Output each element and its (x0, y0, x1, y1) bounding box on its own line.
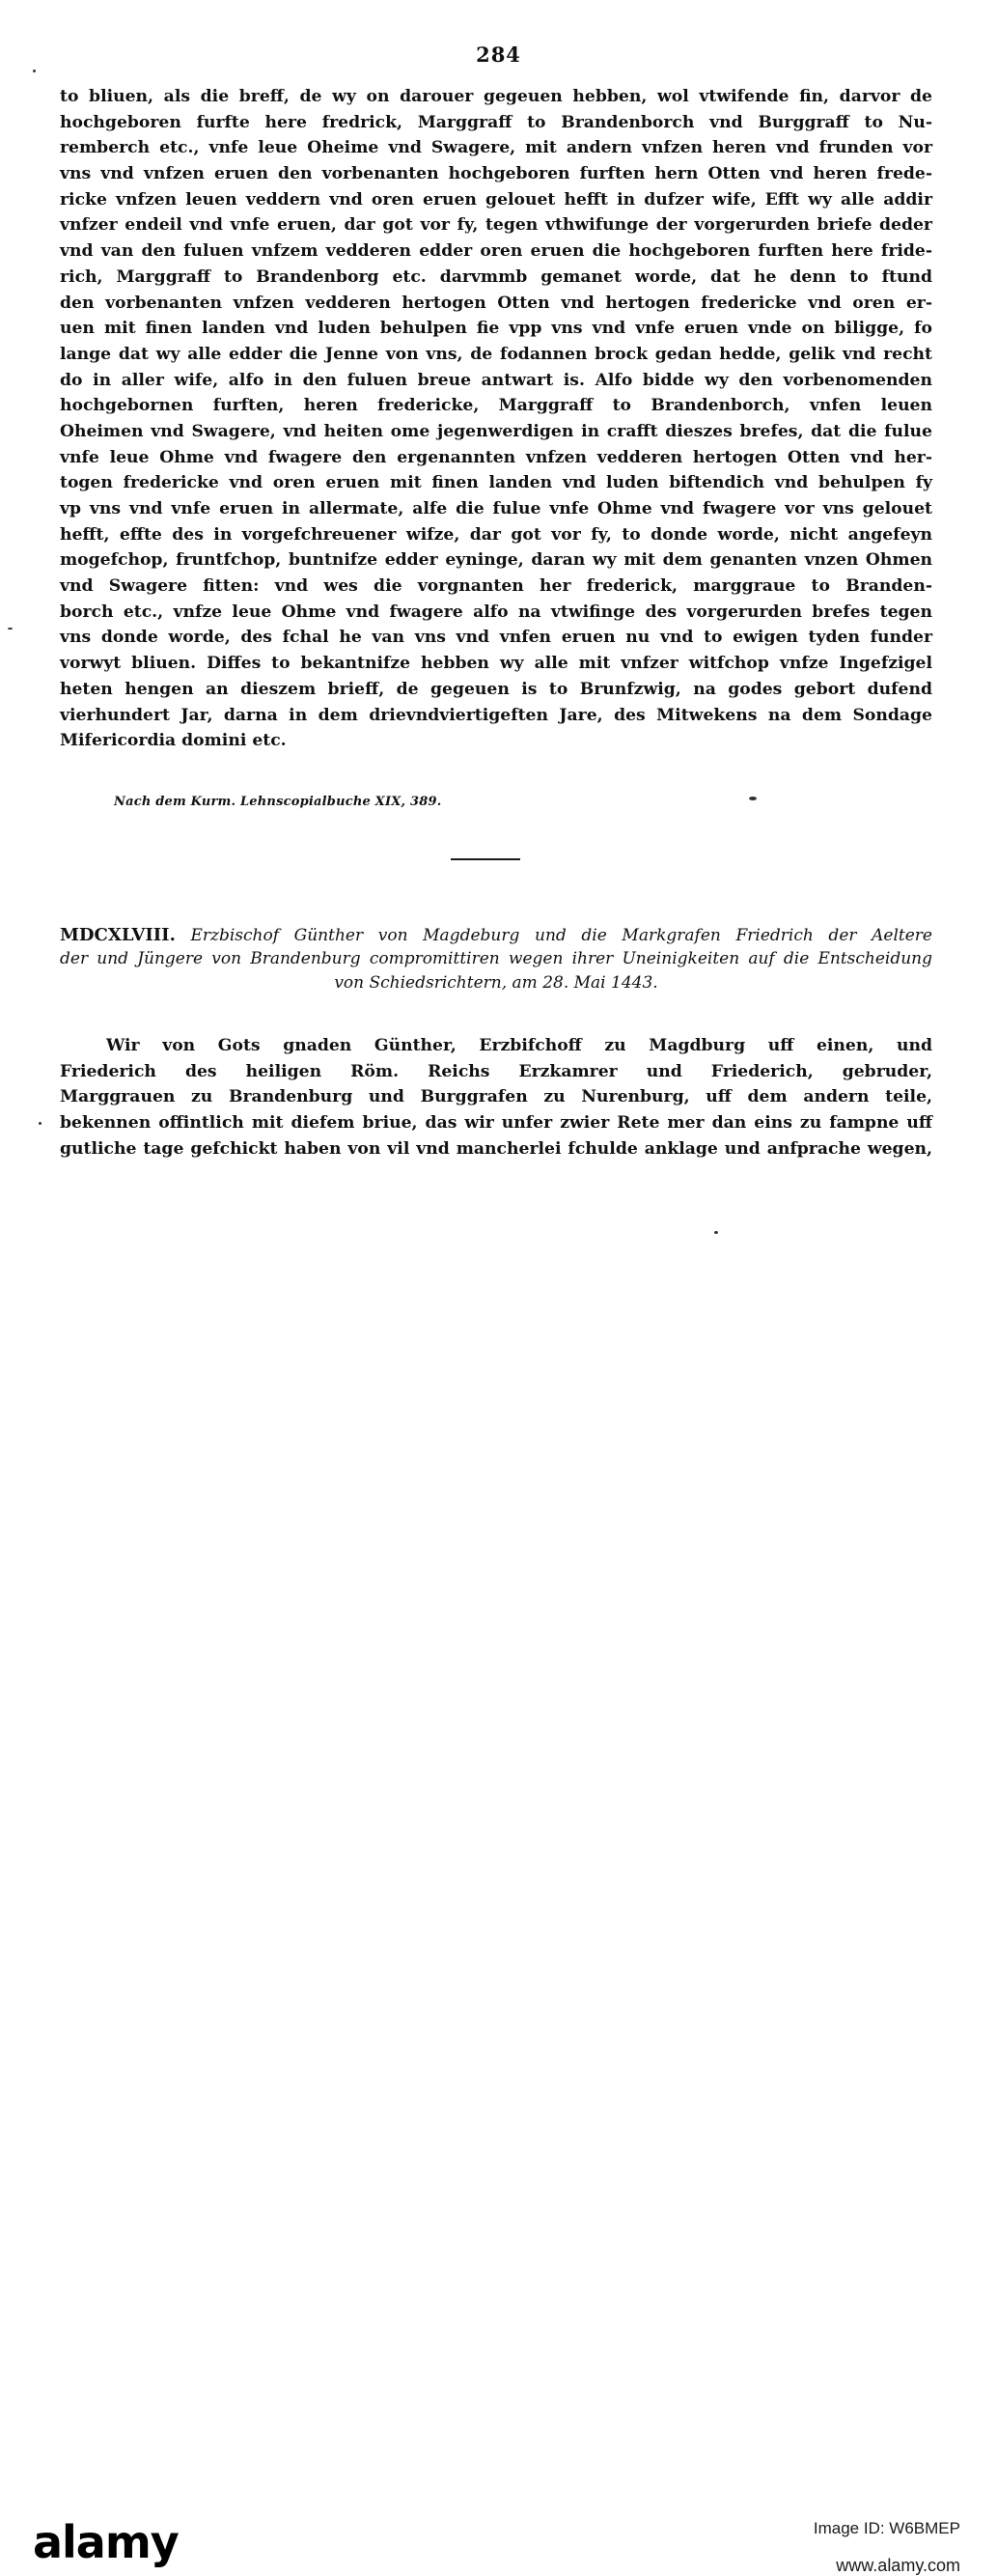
text-line: lange dat wy alle edder die Jenne von vns, de fodannen brock gedan hedde, gelik vnd recht (60, 344, 932, 364)
text-line: vnd Swagere fitten: vnd wes die vorgnanten her frederick, marggraue to Branden- (60, 576, 932, 597)
text-line: vns vnd vnfzen eruen den vorbenanten hochgeboren furften hern Otten vnd heren frede- (60, 164, 932, 184)
image-id-label: Image ID: W6BMEP (813, 2519, 960, 2537)
scan-speck (33, 70, 36, 72)
heading-line-3: von Schiedsrichtern, am 28. Mai 1443. (334, 973, 658, 993)
source-note: Nach dem Kurm. Lehnscopialbuche XIX, 389. (114, 795, 442, 809)
text-line: heten hengen an dieszem brieff, de gegeuen is to Brunfzwig, na godes gebort dufend (60, 679, 932, 699)
watermark-bar (0, 1253, 997, 2575)
text-line: Friederich des heiligen Röm. Reichs Erzkamrer und Friederich, gebruder, (60, 1061, 932, 1081)
text-line-last: Mifericordia domini etc. (60, 731, 287, 751)
text-line: hochgeboren furfte here fredrick, Marggraff to Brandenborch vnd Burggraff to Nu- (60, 112, 932, 132)
text-line: rich, Marggraff to Brandenborg etc. darvmmb gemanet worde, dat he denn to ftund (60, 266, 932, 287)
scan-speck (39, 1122, 42, 1125)
text-line: vnfe leue Ohme vnd fwagere den ergenannten vnfzen vedderen hertogen Otten vnd her- (60, 447, 932, 467)
text-line: to bliuen, als die breff, de wy on darouer gegeuen hebben, wol vtwifende fin, darvor de (60, 87, 932, 106)
text-line: vnd van den fuluen vnfzem vedderen edder oren eruen die hochgeboren furften here fride- (60, 241, 932, 262)
text-line: vns donde worde, des fchal he van vns vnd vnfen eruen nu vnd to ewigen tyden funder (60, 628, 932, 648)
text-line: vnfzer endeil vnd vnfe eruen, dar got vor fy, tegen vthwifunge der vorgerurden briefe deder (60, 215, 932, 236)
text-line: togen fredericke vnd oren eruen mit finen landen vnd luden biftendich vnd behulpen fy (60, 473, 932, 493)
heading-line-2: der und Jüngere von Brandenburg compromittiren wegen ihrer Uneinigkeiten auf die Entscheidung (60, 949, 932, 968)
text-line: mogefchop, fruntfchop, buntnifze edder eyninge, daran wy mit dem genanten vnzen Ohmen (60, 550, 932, 571)
scan-speck (714, 1231, 718, 1234)
scan-speck (749, 797, 757, 800)
heading-title-1: Erzbischof Günther von Magdeburg und die Markgrafen Friedrich der Aeltere (190, 926, 932, 945)
text-line: hochgebornen furften, heren fredericke, Marggraff to Brandenborch, vnfen leuen (60, 396, 932, 416)
text-line: vp vns vnd vnfe eruen in allermate, alfe die fulue vnfe Ohme vnd fwagere vor vns gelouet (60, 499, 932, 518)
page-number: 284 (476, 42, 521, 67)
text-line: ricke vnfzen leuen veddern vnd oren eruen gelouet hefft in dufzer wife, Efft wy alle addir (60, 189, 932, 210)
document-body-text (60, 1033, 932, 1162)
section-divider (451, 858, 520, 860)
document-heading (60, 923, 932, 995)
text-line: remberch etc., vnfe leue Oheime vnd Swagere, mit andern vnfzen heren vnd frunden vor (60, 138, 932, 158)
text-line: gutliche tage gefchickt haben von vil vnd mancherlei fchulde anklage und anfprache wegen, (60, 1138, 932, 1159)
text-line: vierhundert Jar, darna in dem drievndviertigeften Jare, des Mitwekens na dem Sondage (60, 705, 932, 725)
watermark-url: www.alamy.com (836, 2556, 960, 2575)
text-line: uen mit finen landen vnd luden behulpen fie vpp vns vnd vnfe eruen vnde on biligge, fo (60, 319, 932, 339)
document-number: MDCXLVIII. (60, 925, 176, 945)
text-line: do in aller wife, alfo in den fuluen breue antwart is. Alfo bidde wy den vorbenomenden (60, 370, 932, 390)
text-line: Oheimen vnd Swagere, vnd heiten ome jegenwerdigen in crafft dieszes brefes, dat die fulue (60, 421, 932, 441)
text-line: borch etc., vnfze leue Ohme vnd fwagere alfo na vtwifinge des vorgerurden brefes tegen (60, 602, 932, 622)
text-line: bekennen offintlich mit diefem briue, das wir unfer zwier Rete mer dan eins zu fampne uff (60, 1113, 932, 1134)
text-line: hefft, effte des in vorgefchreuener wifze, dar got vor fy, to donde worde, nicht angefeyn (60, 524, 932, 545)
body-text-block (60, 84, 932, 754)
heading-line-1 (60, 923, 932, 947)
text-line: Marggrauen zu Brandenburg und Burggrafen zu Nurenburg, uff dem andern teile, (60, 1087, 932, 1107)
text-line: Wir von Gots gnaden Günther, Erzbifchoff zu Magdburg uff einen, und (106, 1036, 932, 1055)
alamy-logo: alamy (33, 2516, 179, 2568)
text-line: vorwyt bliuen. Diffes to bekantnifze hebben wy alle mit vnfzer witfchop vnfze Ingefzigel (60, 654, 932, 674)
scanned-page (0, 0, 997, 1253)
text-line: den vorbenanten vnfzen vedderen hertogen Otten vnd hertogen fredericke vnd oren er- (60, 293, 932, 313)
scan-speck (8, 628, 13, 630)
